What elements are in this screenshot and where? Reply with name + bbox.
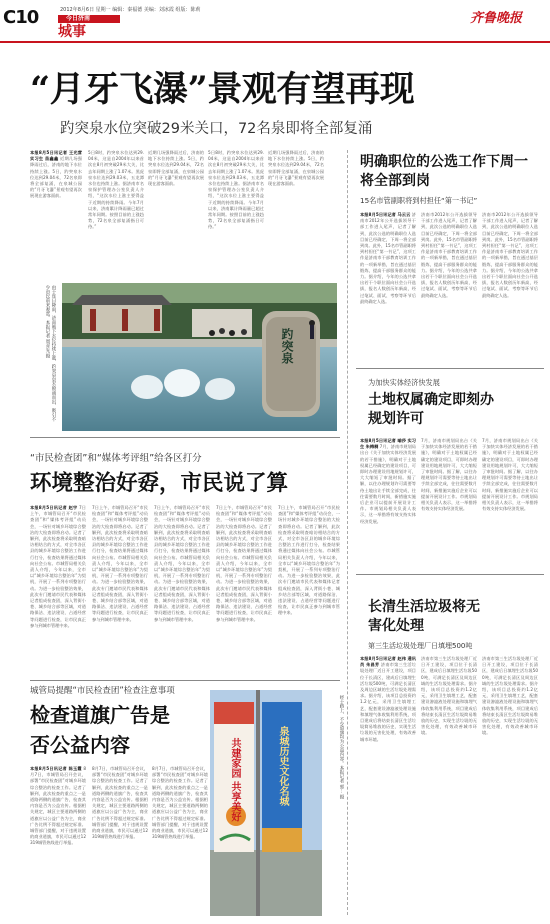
story6-photo-caption: 经十路上，不少道旗均为公益内容。本报记者 郭... 摄 [339,695,344,799]
story1-lead: 近期几场强降雨过后，济南的地下水位持续上涨。5日，趵突泉水位达到29.04米，72名泉即将全部复涌，在泉城公园的“月牙飞瀑”景观有望再次展现在游客面前。 [30,156,82,199]
story4-column-2 [421,438,477,568]
story6-column-3 [152,766,208,916]
page-code: C10 [3,7,39,28]
story1-body-d: 近期几场强降雨过后，济南的地下水位持续上涨。5日，趵突泉水位达到29.04米，72名泉即将全部复涌，在泉城公园的“月牙飞瀑”景观有望再次展现在游客面前。 [268,150,324,187]
story1-title: “月牙飞瀑”景观有望再现 [30,69,415,110]
story4-byline: 本报8月5日讯记者 喻莎 实习生 朱梅桐 [360,438,416,450]
section-small: 今日济南 [66,15,91,22]
story1-column-4 [208,150,264,282]
story5-body-a: 济南市第三生活垃圾处理厂近日开工建设，项目位于长清区，建成后日填埋生活垃圾500吨，可满足长清区及周边区域的生活垃圾处理需求。据介绍，该项目总投资约1.2亿元，采用卫生填埋工艺，配套建设渗滤液处理设施和填埋气体收集利用系统，项目建成后将结束长清区生活垃圾简易堆放的历史，实现生活垃圾的无害化处理，有效改善城市环境。 [360,662,416,742]
story1-column-2 [88,150,144,282]
date-line: 2012年8月6日 星期一 编辑：秦福德 美编：刘冰霞 组版：陈莉 [60,7,201,13]
page-header [0,0,550,44]
story5-column-1 [360,656,416,918]
story6-photo [210,690,322,916]
story1-body-c: 5日8时，趵突泉水位达到29.04米，这是自2004年以来首次在8月初突破29米大关，比去年同期上涨了1.07米。黑虎泉水位达到29.03米，五龙潭水位也持续上涨。据济南市名泉保护管理办公室负责人介绍，“这次水位上涨主要得益于近期的持续降雨。今年7月以来，济南累计降雨量已超过常年同期。按照目前的上涨趋势，72名泉全部复涌指日可待。” [208,150,264,230]
spring-stone-label: 趵突泉 [280,328,294,364]
story1-column-5 [268,150,324,282]
story1-subtitle: 趵突泉水位突破29米关口，72名泉即将全部复涌 [60,121,373,137]
section-big: 城事 [58,24,86,40]
story2-column-1 [30,505,86,675]
story6-body-b: 8月7日，市城管局召开会议，部署“市民检查团”对城乡环境综合整治的检查工作。记者了解到，此次检查的重点之一是道路两侧的道旗广告，检查其内容是否为公益宣传。根据相关规定，城区主要道路两侧的道旗应以公益广告为主，商业广告比例不得超过规定标准。城管部门提醒，对于违规设置的商业道旗，市民可以通过12319城管热线进行举报。 [92,766,148,840]
story5-column-3 [482,656,538,918]
story1-body-b: 近期几场强降雨过后，济南的地下水位持续上涨。5日，趵突泉水位达到29.04米，72名泉即将全部复涌，在泉城公园的“月牙飞瀑”景观有望再次展现在游客面前。 [148,150,204,187]
story2-body-e: 7日上午，市城管局召开“市民检查团”和“媒体考评组”动员会，一场针对城乡环境综合整治的大检查即将启动。记者了解到，此次检查将采取明查暗访相结合的方式，对全市各区县的城乡环境综合整治工作进行打分，检查结果将通过媒体向社会公布。市城管局相关负责人介绍，今年以来，全市以“城乡环境综合整治年”为契机，开展了一系列专项整治行动。为进一步检验整治效果，此次专门邀请市民代表和媒体记者组成检查团，深入背街小巷、城乡结合部等区域，对道路保洁、违法建设、占道经营等问题进行检查，让市民真正参与到城市管理中来。 [278,505,340,616]
story1-byline: 本报8月5日讯记者 王光营 实习生 苗鑫鑫 [30,150,82,162]
story3-subtitle: 15名市管副职将到村担任“第一书记” [360,196,478,205]
story5-subtitle: 第三生活垃圾处理厂日填埋500吨 [368,642,473,650]
story2-byline: 本报8月5日讯记者 赵宇 [30,505,78,510]
story2-top-rule [30,437,340,438]
story6-title: 检查道旗广告是否公益内容 [30,703,170,757]
story1-body-a: 5日8时，趵突泉水位达到29.04米，这是自2004年以来首次在8月初突破29米大关，比去年同期上涨了1.07米。黑虎泉水位达到29.03米，五龙潭水位也持续上涨。据济南市名泉保护管理办公室负责人介绍，“这次水位上涨主要得益于近期的持续降雨。今年7月以来，济南累计降雨量已超过常年同期。按照目前的上涨趋势，72名泉全部复涌指日可待。” [88,150,144,230]
story2-body-a: 7日上午，市城管局召开“市民检查团”和“媒体考评组”动员会，一场针对城乡环境综合整治的大检查即将启动。记者了解到，此次检查将采取明查暗访相结合的方式，对全市各区县的城乡环境综合整治工作进行打分，检查结果将通过媒体向社会公布。市城管局相关负责人介绍，今年以来，全市以“城乡环境综合整治年”为契机，开展了一系列专项整治行动。为进一步检验整治效果，此次专门邀请市民代表和媒体记者组成检查团，深入背街小巷、城乡结合部等区域，对道路保洁、违法建设、占道经营等问题进行检查，让市民真正参与到城市管理中来。 [30,505,86,628]
column-divider [347,150,348,915]
story4-column-3 [482,438,538,568]
story4-title: 土地权属确定即刻办规划许可 [368,392,494,427]
story3-body-c: 济南市2012年公开选拔领导干部工作进入尾声，记者了解到，此次公选的明确职位人选目前已经确定，下周一将全部到岗。此外，15名市管副职将到村担任“第一书记”，这项工作是济南市干部教育培训工作的一项新举措，旨在通过基层锻炼，提高干部服务群众的能力。据介绍，今年的公选共拿出若干个职位面向社会公开选拔，报名人数创历年新高，经过笔试、面试、考察等环节后最终确定人选。 [482,212,538,298]
story5-column-2 [421,656,477,918]
story4-column-1 [360,438,416,568]
story3-body-a: 济南市2012年公开选拔领导干部工作进入尾声，记者了解到，此次公选的明确职位人选目前已经确定，下周一将全部到岗。此外，15名市管副职将到村担任“第一书记”，这项工作是济南市干部教育培训工作的一项新举措，旨在通过基层锻炼，提高干部服务群众的能力。据介绍，今年的公选共拿出若干个职位面向社会公开选拔，报名人数创历年新高，经过笔试、面试、考察等环节后最终确定人选。 [360,212,416,304]
story3-column-2 [421,212,477,362]
story1-photo-caption: 由于连日降雨，济南地下水位持续上涨，趵突泉泉水喷涌而出，吸引不少市民前来观赏。本报记者 周青先 摄 [45,285,56,422]
story3-byline: 本报8月5日讯记者 马云云 [360,212,411,217]
story2-body-d: 7日上午，市城管局召开“市民检查团”和“媒体考评组”动员会，一场针对城乡环境综合整治的大检查即将启动。记者了解到，此次检查将采取明查暗访相结合的方式，对全市各区县的城乡环境综合整治工作进行打分，检查结果将通过媒体向社会公布。市城管局相关负责人介绍，今年以来，全市以“城乡环境综合整治年”为契机，开展了一系列专项整治行动。为进一步检验整治效果，此次专门邀请市民代表和媒体记者组成检查团，深入背街小巷、城乡结合部等区域，对道路保洁、违法建设、占道经营等问题进行检查，让市民真正参与到城市管理中来。 [216,505,272,622]
story4-body-c: 7月，济南市规划局出台《关于加快实体经济发展的若干措施》，明确对于土地权属已经确定的建设项目，可即时办理建设用地规划许可，大大缩短了审批时间。据了解，以往办理规划许可需要等待土地出让手续全部完成，往往需要数月时间，新措施实施后企业可以提前开展设计工作。市规划局相关负责人表示，这一举措将有效支持实体经济发展。 [482,438,538,512]
story2-kicker: “市民检查团”和“媒体考评组”给各区打分 [30,453,202,464]
story4-bottom-rule [356,574,544,575]
story5-title: 长清生活垃圾将无害化处理 [368,599,480,634]
story5-body-c: 济南市第三生活垃圾处理厂近日开工建设，项目位于长清区，建成后日填埋生活垃圾500吨，可满足长清区及周边区域的生活垃圾处理需求。据介绍，该项目总投资约1.2亿元，采用卫生填埋工艺，配套建设渗滤液处理设施和填埋气体收集利用系统，项目建成后将结束长清区生活垃圾简易堆放的历史，实现生活垃圾的无害化处理，有效改善城市环境。 [482,656,538,736]
story3-bottom-rule [356,368,544,369]
story2-body-b: 7日上午，市城管局召开“市民检查团”和“媒体考评组”动员会，一场针对城乡环境综合整治的大检查即将启动。记者了解到，此次检查将采取明查暗访相结合的方式，对全市各区县的城乡环境综合整治工作进行打分，检查结果将通过媒体向社会公布。市城管局相关负责人介绍，今年以来，全市以“城乡环境综合整治年”为契机，开展了一系列专项整治行动。为进一步检验整治效果，此次专门邀请市民代表和媒体记者组成检查团，深入背街小巷、城乡结合部等区域，对道路保洁、违法建设、占道经营等问题进行检查，让市民真正参与到城市管理中来。 [92,505,148,622]
banner-right-text: 泉城历史文化名城 [277,726,288,806]
story2-column-3 [154,505,210,675]
story6-body-a: 8月7日，市城管局召开会议，部署“市民检查团”对城乡环境综合整治的检查工作。记者了解到，此次检查的重点之一是道路两侧的道旗广告，检查其内容是否为公益宣传。根据相关规定，城区主要道路两侧的道旗应以公益广告为主，商业广告比例不得超过规定标准。城管部门提醒，对于违规设置的商业道旗，市民可以通过12319城管热线进行举报。 [30,766,86,846]
story1-column-3 [148,150,204,282]
header-rule [0,41,550,43]
story6-kicker: 城管局提醒“市民检查团”检查注意事项 [30,686,175,696]
section-tag [58,15,120,23]
story2-column-4 [216,505,272,675]
story4-body-b: 7月，济南市规划局出台《关于加快实体经济发展的若干措施》，明确对于土地权属已经确定的建设项目，可即时办理建设用地规划许可，大大缩短了审批时间。据了解，以往办理规划许可需要等待土地出让手续全部完成，往往需要数月时间，新措施实施后企业可以提前开展设计工作。市规划局相关负责人表示，这一举措将有效支持实体经济发展。 [421,438,477,512]
story6-body-c: 8月7日，市城管局召开会议，部署“市民检查团”对城乡环境综合整治的检查工作。记者了解到，此次检查的重点之一是道路两侧的道旗广告，检查其内容是否为公益宣传。根据相关规定，城区主要道路两侧的道旗应以公益广告为主，商业广告比例不得超过规定标准。城管部门提醒，对于违规设置的商业道旗，市民可以通过12319城管热线进行举报。 [152,766,208,840]
story3-column-3 [482,212,538,362]
story5-body-b: 济南市第三生活垃圾处理厂近日开工建设，项目位于长清区，建成后日填埋生活垃圾500吨，可满足长清区及周边区域的生活垃圾处理需求。据介绍，该项目总投资约1.2亿元，采用卫生填埋工艺，配套建设渗滤液处理设施和填埋气体收集利用系统，项目建成后将结束长清区生活垃圾简易堆放的历史，实现生活垃圾的无害化处理，有效改善城市环境。 [421,656,477,736]
story2-column-5 [278,505,340,675]
story6-column-2 [92,766,148,916]
story1-photo [62,283,337,431]
banner-left-text: 共建家园 共享美好 [229,738,240,822]
story3-title: 明确职位的公选工作下周一将全部到岗 [360,154,528,189]
newspaper-logo: 齐鲁晚报 [470,11,523,26]
story3-body-b: 济南市2012年公开选拔领导干部工作进入尾声，记者了解到，此次公选的明确职位人选目前已经确定，下周一将全部到岗。此外，15名市管副职将到村担任“第一书记”，这项工作是济南市干部教育培训工作的一项新举措，旨在通过基层锻炼，提高干部服务群众的能力。据介绍，今年的公选共拿出若干个职位面向社会公开选拔，报名人数创历年新高，经过笔试、面试、考察等环节后最终确定人选。 [421,212,477,298]
story3-column-1 [360,212,416,362]
story2-title: 环境整治好孬，市民说了算 [30,471,289,496]
story2-bottom-rule [30,680,340,681]
story2-body-c: 7日上午，市城管局召开“市民检查团”和“媒体考评组”动员会，一场针对城乡环境综合整治的大检查即将启动。记者了解到，此次检查将采取明查暗访相结合的方式，对全市各区县的城乡环境综合整治工作进行打分，检查结果将通过媒体向社会公布。市城管局相关负责人介绍，今年以来，全市以“城乡环境综合整治年”为契机，开展了一系列专项整治行动。为进一步检验整治效果，此次专门邀请市民代表和媒体记者组成检查团，深入背街小巷、城乡结合部等区域，对道路保洁、违法建设、占道经营等问题进行检查，让市民真正参与到城市管理中来。 [154,505,210,622]
story4-body-a: 7月，济南市规划局出台《关于加快实体经济发展的若干措施》，明确对于土地权属已经确定的建设项目，可即时办理建设用地规划许可，大大缩短了审批时间。据了解，以往办理规划许可需要等待土地出让手续全部完成，往往需要数月时间，新措施实施后企业可以提前开展设计工作。市规划局相关负责人表示，这一举措将有效支持实体经济发展。 [360,444,416,524]
story2-column-2 [92,505,148,675]
story6-byline: 本报8月5日讯记者 陈玉霞 [30,766,82,771]
story4-kicker: 为加快实体经济快发展 [368,378,440,387]
story5-byline: 本报8月5日讯记者 赵伟 通讯员 朱昌芳 [360,656,416,668]
story6-column-1 [30,766,86,916]
